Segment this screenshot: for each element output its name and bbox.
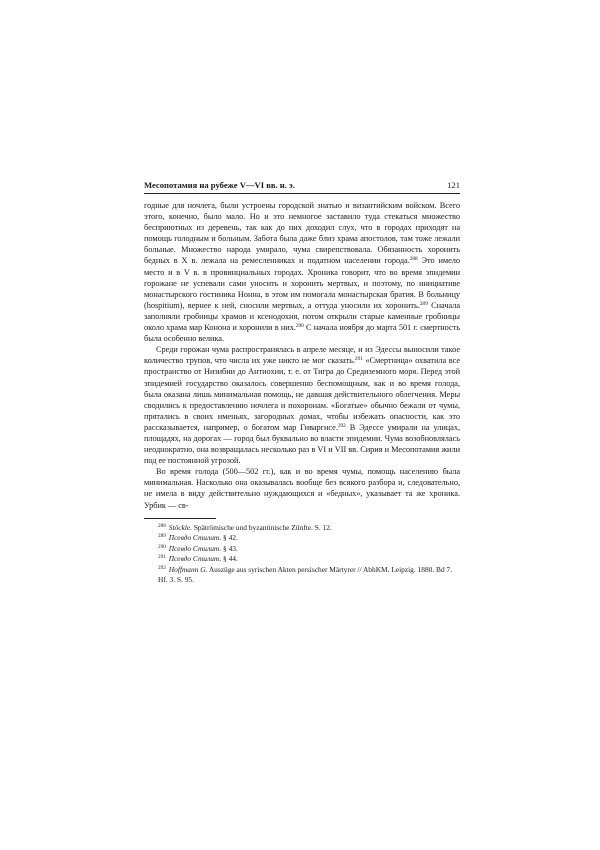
footnote-reference[interactable]: 292: [337, 422, 346, 429]
footnote-author: Псевдо Стилит.: [168, 543, 222, 553]
footnote-text: § 44.: [221, 554, 238, 564]
footnote-number: 289: [158, 533, 166, 540]
running-header: [144, 180, 460, 194]
book-page: [144, 180, 460, 584]
footnote-author: Псевдо Стилит.: [168, 554, 222, 564]
footnote-author: Псевдо Стилит.: [168, 533, 222, 543]
running-title: Месопотамия на рубеже V—VI вв. н. э.: [144, 180, 295, 190]
footnote-text: § 42.: [221, 533, 238, 543]
footnote-text: § 43.: [221, 543, 238, 553]
text-segment: «Смертница» охватила все пространство от Низибии до Антиохии, т. е. от Тигра до Средиземного моря. Перед этой эпидемией государство оказалось совершенно беспомощным, как и во время голода, была оказана лишь минимальная помощь, не давшая действительного облегчения. Меры сводились к предоставлению ночлега и похоронам. «Богатые» обычно бежали от чумы, прятались в своих именьях, загородных домах, чтобы избежать опасности, как это рассказывается, например, о богатом мар Гиваргисе.: [144, 356, 460, 432]
page-number: 121: [447, 180, 460, 190]
footnote: [144, 543, 460, 554]
footnote-reference[interactable]: 290: [295, 323, 304, 330]
paragraph: [144, 200, 460, 344]
footnote: [144, 553, 460, 564]
footnote-author: Hoffmann G.: [168, 565, 208, 574]
body-text: [144, 200, 460, 511]
footnote: [144, 532, 460, 543]
paragraph: [144, 344, 460, 466]
footnote-number: 288: [158, 522, 166, 529]
text-segment: С начала ноября до марта 501 г. смертность была особенно велика.: [144, 323, 460, 344]
paragraph: [144, 466, 460, 510]
text-segment: В Эдессе умирали на улицах, площадях, на дорогах — город был буквально во власти эпидемии. Чума возобновлялась неоднократно, она возвращалась несколько раз в VI и VII вв. Сирия и Месопотамия жили под ее постоянной угрозой.: [144, 422, 460, 466]
footnote-divider: [144, 518, 216, 519]
footnote-reference[interactable]: 289: [419, 300, 428, 307]
footnotes: [144, 522, 460, 585]
text-segment: Во время голода (500—502 гг.), как и во время чумы, помощь населению была минимальная. Насколько она оказывалась вообще без всякого разбора и, следовательно, не имела в виду действительно нуждающихся и «бедных», указывает та же хроника. Урбик — св-: [144, 467, 460, 510]
footnote-number: 291: [158, 554, 166, 561]
footnote: [144, 564, 460, 584]
text-segment: Сначала заполняли гробницы храмов и ксенодохия, потом открыли старые каменные гробницы около храма мар Конона и хоронили в них.: [144, 300, 460, 333]
footnote-number: 292: [158, 565, 166, 571]
footnote-text: Auszüge aus syrischen Akten persischer Märtyrer // AbhKM. Leipzig. 1880. Bd 7. Hf. 3. S. 95.: [158, 565, 453, 584]
footnote-reference[interactable]: 291: [354, 356, 363, 363]
text-segment: годные для ночлега, были устроены городской знатью и византийским войском. Всего этого, конечно, было мало. Но и это немногое заставило туда стекаться множество бесприютных из деревень, так как до них доходил слух, что в городах приходят на помощь голодным и больным. Забота была даже близ храма апостолов, там тоже лежали больные. Множество народа умирало, чума свирепствовала. Обязанность хоронить бедных в X в. лежала на ремесленниках и податном населении города.: [144, 201, 460, 266]
text-segment: Это имело место и в V в. в провинциальных городах. Хроника говорит, что во время эпидемии горожане не успевали сами уносить и хоронить мертвых, и поэтому, по инициативе монастырского гостиника Нонна, в этом им помогала монастырская братия. В больницу (hospitium), вернее к ней, сносили мертвых, а оттуда уносили их хоронить.: [144, 256, 460, 310]
footnote: [144, 522, 460, 533]
footnote-number: 290: [158, 543, 166, 550]
footnote-author: Stöckle.: [168, 522, 192, 532]
footnote-text: Spätrömische und byzantinische Zünfte. S. 12.: [191, 522, 332, 532]
footnote-reference[interactable]: 288: [409, 256, 418, 263]
text-segment: Среди горожан чума распространялась в апреле месяце, и из Эдессы выносили такое количество трупов, что числа их уже никто не мог сказать.: [144, 345, 460, 366]
